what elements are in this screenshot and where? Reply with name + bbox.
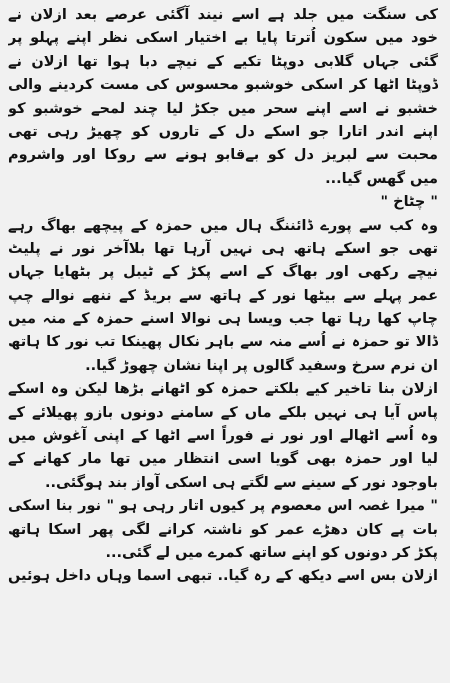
text-line: محبت سے لبریز دل کو بےقابو ہونے سے روکا اور واشروم [8, 147, 438, 164]
text-line: " میرا غصہ اس معصوم پر کیوں اتار رہی ہو " نور بنا اسکی [8, 498, 438, 515]
text-line: وہ اُسے اٹھالے اور نور نے فوراً اسے اٹھا کے اپنی آغوش میں [8, 428, 438, 445]
text-line: خود میں سکون اُترتا پایا بے اختیار اسکی نظر اپنے پہلو پر [8, 30, 438, 47]
text-line: نیچے رکھی اور بھاگ کے اسے پکڑ کے ٹیبل پر بٹھایا جہاں [8, 264, 438, 281]
text-line: بات پے کان دھڑے عمر کو ناشتہ کرانے لگی پھر اسکا ہاتھ [8, 521, 438, 538]
text-line: ازلان بنا تاخیر کیے بلکتے حمزہ کو اٹھانے بڑھا لیکن وہ اسکے [8, 381, 438, 398]
text-line: ازلان بس اسے دیکھ کے رہ گیا.. تبھی اسما وہاں داخل ہوئیں [8, 568, 438, 585]
text-line: وہ کب سے پورے ڈائننگ ہال میں حمزہ کے پیچھے بھاگ رہے [8, 217, 438, 234]
text-line: خشبو نے اسے اپنے سحر میں جکڑ لیا چند لمحے خوشبو کو [8, 100, 438, 117]
text-line: ڈالا تو حمزہ نے اُسے منہ سے باہر نکال پھینکا تب نور کا ہاتھ [8, 334, 438, 351]
text-line: چاپ کھا رہا تھا جب ویسا ہی نوالا اسنے حمزہ کے منہ میں [8, 311, 438, 328]
text-line: عمر پہلے سے بیٹھا نور کے ہاتھ سے بریڈ کے ننھے نوالے چپ [8, 287, 438, 304]
text-line: " چٹاخ " [380, 194, 438, 211]
text-line: لیا اور حمزہ بھی گویا اسی انتظار میں تھا مار کھانے کے [8, 451, 438, 468]
text-line: پکڑ کر دونوں کو اپنے ساتھ کمرے میں لے گئی... [105, 544, 438, 561]
text-line: میں گھس گیا... [325, 170, 438, 187]
text-line: پاس آیا ہی نہیں بلکے ماں کے سامنے دونوں بازو پھیلائے کے [8, 404, 438, 421]
text-line: باوجود نور کے سینے سے لگتے ہی اسکی آواز بند ہوگئی.. [45, 474, 438, 491]
text-line: گئی جہاں گلابی دوپٹا تکیے کے نیچے دبا ہوا تھا ازلان نے [8, 53, 438, 70]
text-line: اپنے اندر اتارا جو اسکے دل کے تاروں کو چھیڑ رہی تھی [8, 123, 438, 140]
text-line: ڈوپٹا اٹھا کر اسکی خوشبو محسوس کی مست کردینے والی [8, 77, 438, 94]
text-line: تھی جو اسکے ہاتھ ہی نہیں آرہا تھا بلاآخر نور نے پلیٹ [8, 240, 438, 257]
text-line: ان نرم سرخ وسفید گالوں پر اپنا نشان چھوڑ گیا.. [85, 357, 438, 374]
text-line: کی سنگت میں جلد ہے اسے نیند آگئی عرصے بعد ازلان نے [8, 7, 438, 23]
